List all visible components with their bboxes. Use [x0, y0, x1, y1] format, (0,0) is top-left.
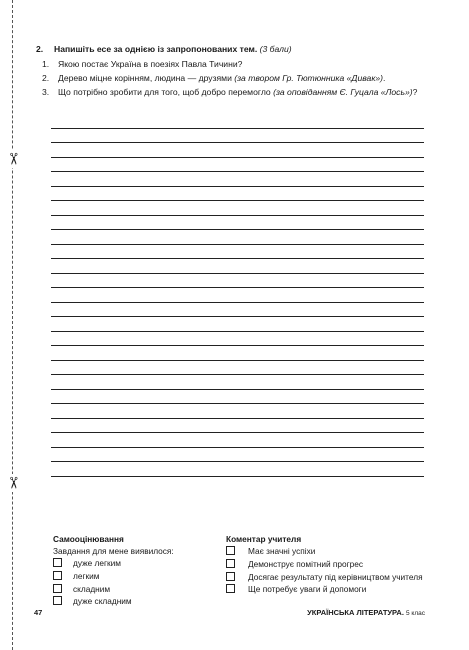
topic-source: (за твором Гр. Тютюнника «Дивак»): [234, 73, 384, 83]
writing-line[interactable]: [51, 201, 424, 216]
writing-line[interactable]: [51, 462, 424, 477]
self-assessment-subtitle: Завдання для мене виявилося:: [53, 546, 174, 556]
writing-line[interactable]: [51, 274, 424, 289]
topic-list: [42, 59, 417, 101]
checkbox[interactable]: [226, 546, 235, 555]
teacher-option[interactable]: Досягає результату під керівництвом учителя: [226, 571, 301, 584]
writing-line[interactable]: [51, 448, 424, 463]
task-points: (3 бали): [259, 44, 292, 54]
self-assessment-title: Самооцінювання: [53, 534, 124, 544]
writing-line[interactable]: [51, 346, 424, 361]
writing-line[interactable]: [51, 288, 424, 303]
writing-line[interactable]: [51, 259, 424, 274]
writing-line[interactable]: [51, 245, 424, 260]
topic-item: 3. Що потрібно зробити для того, щоб добро перемогло (за оповіданням Є. Гуцала «Лось»)?: [42, 87, 418, 97]
writing-line[interactable]: [51, 390, 424, 405]
self-option[interactable]: дуже складним: [53, 595, 174, 608]
scissors-icon: ✂: [4, 150, 22, 168]
writing-line[interactable]: [51, 158, 424, 173]
writing-line[interactable]: [51, 172, 424, 187]
task-number: 2.: [36, 44, 44, 54]
checkbox[interactable]: [53, 571, 62, 580]
checkbox[interactable]: [226, 584, 235, 593]
checkbox[interactable]: [53, 596, 62, 605]
teacher-comment-title: Коментар учителя: [226, 534, 302, 544]
teacher-option[interactable]: Ще потребує уваги й допомоги: [226, 583, 301, 596]
writing-line[interactable]: [51, 419, 424, 434]
checkbox[interactable]: [53, 584, 62, 593]
self-option[interactable]: складним: [53, 583, 174, 596]
writing-line[interactable]: [51, 317, 424, 332]
writing-line[interactable]: [51, 114, 424, 129]
topic-source: (за оповіданням Є. Гуцала «Лось»): [273, 87, 413, 97]
writing-line[interactable]: [51, 187, 424, 202]
self-option[interactable]: легким: [53, 570, 174, 583]
page-number: 47: [34, 608, 43, 617]
checkbox[interactable]: [53, 558, 62, 567]
book-title: УКРАЇНСЬКА ЛІТЕРАТУРА. 5 клас: [307, 608, 425, 617]
writing-line[interactable]: [51, 230, 424, 245]
cut-line: [12, 0, 13, 650]
checkbox[interactable]: [226, 559, 235, 568]
self-assessment: [53, 533, 174, 608]
task-title: Напишіть есе за однією із запропонованих тем. (3 бали): [54, 44, 292, 54]
topic-item: 2. Дерево міцне корінням, людина — друзями (за твором Гр. Тютюнника «Дивак»).: [42, 73, 386, 83]
writing-line[interactable]: [51, 361, 424, 376]
teacher-option[interactable]: Має значні успіхи: [226, 545, 301, 558]
writing-line[interactable]: [51, 143, 424, 158]
writing-line[interactable]: [51, 375, 424, 390]
writing-lines[interactable]: [51, 114, 424, 477]
scissors-icon: ✂: [4, 474, 22, 492]
writing-line[interactable]: [51, 303, 424, 318]
writing-line[interactable]: [51, 129, 424, 144]
writing-line[interactable]: [51, 216, 424, 231]
teacher-option[interactable]: Демонструє помітний прогрес: [226, 558, 301, 571]
self-option[interactable]: дуже легким: [53, 557, 174, 570]
writing-line[interactable]: [51, 404, 424, 419]
checkbox[interactable]: [226, 572, 235, 581]
grade: 5 клас: [406, 610, 425, 617]
teacher-comment: [226, 533, 423, 596]
writing-line[interactable]: [51, 433, 424, 448]
writing-line[interactable]: [51, 332, 424, 347]
topic-item: 1. Якою постає Україна в поезіях Павла Тичини?: [42, 59, 243, 69]
